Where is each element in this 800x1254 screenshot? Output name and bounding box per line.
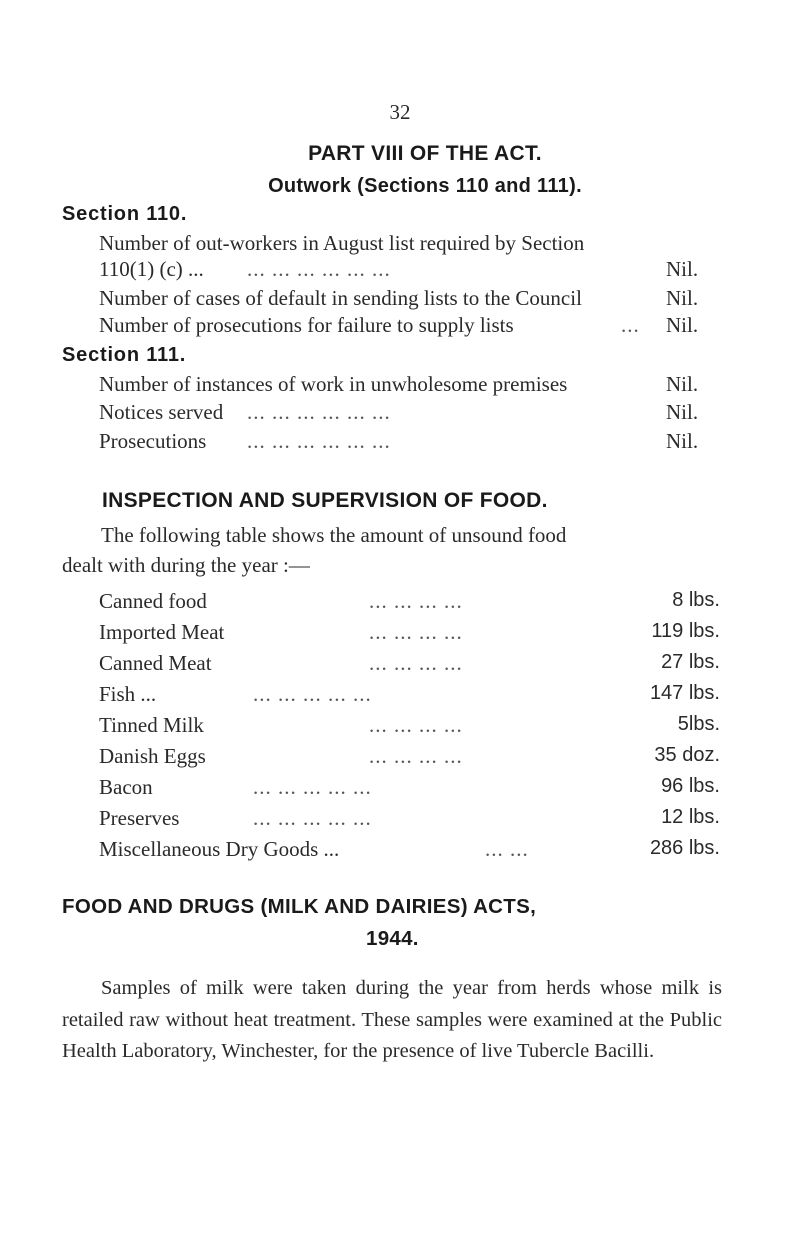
leader-dots: ... bbox=[621, 313, 640, 337]
s110-item1-line1: Number of out-workers in August list required by Section bbox=[99, 231, 585, 255]
drugs-heading: FOOD AND DRUGS (MILK AND DAIRIES) ACTS, bbox=[62, 895, 537, 918]
food-row bbox=[0, 775, 800, 805]
food-row bbox=[0, 589, 800, 619]
food-item-name: Miscellaneous Dry Goods ... bbox=[99, 837, 340, 861]
leader-dots: ... ... ... ... bbox=[369, 589, 463, 613]
food-item-name: Tinned Milk bbox=[99, 713, 204, 737]
outwork-heading: Outwork (Sections 110 and 111). bbox=[268, 175, 582, 197]
leader-dots: ... ... ... ... bbox=[369, 744, 463, 768]
s110-item3-text: Number of prosecutions for failure to supply lists bbox=[99, 313, 514, 337]
food-row bbox=[0, 651, 800, 681]
food-row bbox=[0, 682, 800, 712]
leader-dots: ... ... ... ... bbox=[369, 620, 463, 644]
food-row bbox=[0, 837, 800, 867]
s110-item3-row bbox=[0, 313, 800, 343]
section-111-label: Section 111. bbox=[62, 344, 187, 366]
leader-dots: ... ... ... ... ... bbox=[253, 682, 372, 706]
s110-item2-value: Nil. bbox=[666, 286, 699, 310]
s110-item2-row bbox=[0, 286, 800, 316]
food-row bbox=[0, 620, 800, 650]
s110-item1-value: Nil. bbox=[666, 257, 699, 281]
s110-item1-line2: 110(1) (c) ... bbox=[99, 257, 204, 281]
food-item-amount: 5lbs. bbox=[677, 713, 720, 735]
s110-item1-row bbox=[0, 257, 800, 287]
food-item-name: Fish ... bbox=[99, 682, 157, 706]
food-item-amount: 35 doz. bbox=[654, 744, 720, 766]
s111-item2-row bbox=[0, 400, 800, 430]
s111-item3-text: Prosecutions bbox=[99, 429, 207, 453]
food-item-name: Imported Meat bbox=[99, 620, 225, 644]
food-item-amount: 8 lbs. bbox=[672, 589, 720, 611]
leader-dots: ... ... ... ... ... ... bbox=[247, 257, 391, 281]
s111-item2-text: Notices served bbox=[99, 400, 224, 424]
s111-item1-value: Nil. bbox=[666, 372, 699, 396]
food-row bbox=[0, 806, 800, 836]
food-heading: INSPECTION AND SUPERVISION OF FOOD. bbox=[102, 489, 548, 512]
s110-item3-value: Nil. bbox=[666, 313, 699, 337]
page-number: 32 bbox=[389, 100, 411, 124]
s111-item3-value: Nil. bbox=[666, 429, 699, 453]
part-heading: PART VIII OF THE ACT. bbox=[308, 142, 542, 165]
s111-item2-value: Nil. bbox=[666, 400, 699, 424]
drugs-paragraph: Samples of milk were taken during the year from herds whose milk is retailed raw without heat treatment. These samples were examined at the Public Health Laboratory, Winchester, for the presence of live Tubercle Bacilli. bbox=[62, 977, 722, 1062]
food-item-amount: 27 lbs. bbox=[661, 651, 720, 673]
leader-dots: ... ... bbox=[485, 837, 529, 861]
food-row bbox=[0, 713, 800, 743]
food-item-amount: 119 lbs. bbox=[651, 620, 720, 642]
s111-item1-text: Number of instances of work in unwholesome premises bbox=[99, 372, 568, 396]
food-item-amount: 12 lbs. bbox=[661, 806, 720, 828]
s111-item1-row bbox=[0, 372, 800, 402]
food-item-name: Canned food bbox=[99, 589, 207, 613]
food-item-amount: 96 lbs. bbox=[661, 775, 720, 797]
food-item-amount: 147 lbs. bbox=[649, 682, 720, 704]
food-item-name: Preserves bbox=[99, 806, 180, 830]
leader-dots: ... ... ... ... ... ... bbox=[247, 400, 391, 424]
food-item-name: Canned Meat bbox=[99, 651, 212, 675]
food-item-name: Bacon bbox=[99, 775, 153, 799]
food-row bbox=[0, 744, 800, 774]
leader-dots: ... ... ... ... bbox=[369, 651, 463, 675]
drugs-heading-year: 1944. bbox=[366, 927, 419, 950]
leader-dots: ... ... ... ... ... ... bbox=[247, 429, 391, 453]
food-intro-line1: The following table shows the amount of unsound food bbox=[101, 523, 567, 547]
leader-dots: ... ... ... ... ... bbox=[253, 775, 372, 799]
food-item-name: Danish Eggs bbox=[99, 744, 206, 768]
s110-item2-text: Number of cases of default in sending lists to the Council bbox=[99, 286, 582, 310]
food-item-amount: 286 lbs. bbox=[649, 837, 720, 859]
leader-dots: ... ... ... ... bbox=[369, 713, 463, 737]
s111-item3-row bbox=[0, 429, 800, 459]
food-intro-line2: dealt with during the year :— bbox=[62, 553, 310, 577]
leader-dots: ... ... ... ... ... bbox=[253, 806, 372, 830]
section-110-label: Section 110. bbox=[62, 203, 188, 225]
